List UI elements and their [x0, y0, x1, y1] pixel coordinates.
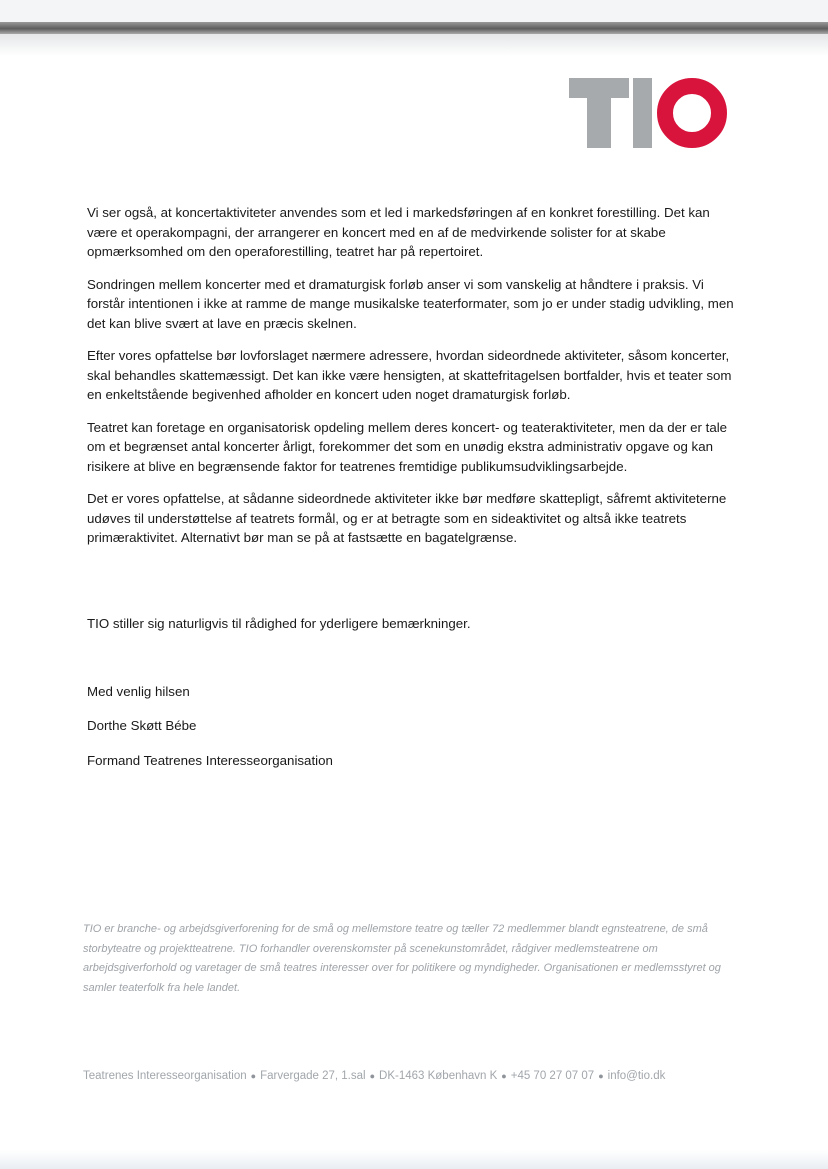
- organization-description: TIO er branche- og arbejdsgiverforening for de små og mellemstore teatre og tæller 72 medlemmer blandt egnsteatrene, de små storbyteatre og projektteatrene. TIO forhandler overenskomster på scenekunstområdet, rådgiver medlemsteatrene om arbejdsgiverforhold og varetager de små teatres interesser over for politikere og myndigheder. Organisationen er medlemsstyret og samler teaterfolk fra hele landet.: [83, 923, 721, 994]
- letter-body: [87, 203, 735, 561]
- tio-logo: [567, 72, 731, 150]
- greeting: Med venlig hilsen: [87, 684, 190, 699]
- bullet-icon: ●: [369, 1071, 376, 1081]
- logo-letter-i: [633, 78, 652, 148]
- paragraph-3: Efter vores opfattelse bør lovforslaget nærmere adressere, hvordan sideordnede aktiviteter, såsom koncerter, skal behandles skattemæssigt. Det kan ikke være hensigten, at skattefritagelsen bortfalder, hvis et teater som en enkeltstående begivenhed afholder en koncert uden noget dramaturgisk forløb.: [87, 348, 732, 402]
- signer-name: Dorthe Skøtt Bébe: [87, 718, 197, 733]
- footer-street: Farvergade 27, 1.sal: [260, 1070, 366, 1082]
- paragraph-4: Teatret kan foretage en organisatorisk opdeling mellem deres koncert- og teateraktiviteter, men da der er tale om et begrænset antal koncerter årligt, forekommer det som en unødig ekstra administrativ opgave og kan risikere at blive en begrænsende faktor for teatrenes fremtidige publikumsudviklingsarbejde.: [87, 419, 728, 474]
- bullet-icon: ●: [501, 1071, 507, 1081]
- logo-letter-o: [665, 86, 719, 140]
- paragraph-5: Det er vores opfattelse, at sådanne sideordnede aktiviteter ikke bør medføre skattepligt, såfremt aktiviteterne udøves til understøttelse af teatrets formål, og er at betragte som en sideaktivitet og altså ikke teatrets primæraktivitet. Alternativt bør man se på at fastsætte en bagatelgrænse.: [87, 491, 727, 545]
- footer-phone: +45 70 27 07 07: [510, 1070, 595, 1082]
- paragraph-1: Vi ser også, at koncertaktiviteter anvendes som et led i markedsføringen af en konkret forestilling. Det kan være et operakompagni, der arrangerer en koncert med en af de medvirkende solister for at skabe opmærksomhed om den operaforestilling, teatret har på repertoiret.: [87, 205, 710, 259]
- scan-edge-bar: [0, 22, 828, 34]
- footer-postal: DK-1463 København K: [379, 1070, 498, 1082]
- footer-address: [83, 1070, 743, 1082]
- footer-org-name: Teatrenes Interesseorganisation: [83, 1070, 247, 1082]
- bullet-icon: ●: [598, 1071, 604, 1081]
- footer-email[interactable]: info@tio.dk: [607, 1070, 666, 1082]
- availability-note: TIO stiller sig naturligvis til rådighed for yderligere bemærkninger.: [87, 616, 471, 631]
- paragraph-2: Sondringen mellem koncerter med et dramaturgisk forløb anser vi som vanskelig at håndtere i praksis. Vi forstår intentionen i ikke at ramme de mange musikalske teaterformater, som jo er under stadig udvikling, men det kan blive svært at lave en præcis skelnen.: [87, 276, 734, 331]
- logo-letter-t-stem: [587, 78, 611, 148]
- scan-edge-bottom: [0, 1150, 828, 1169]
- scan-edge-top: [0, 0, 828, 22]
- scan-edge-band: [0, 34, 828, 56]
- bullet-icon: ●: [250, 1071, 257, 1081]
- signer-title: Formand Teatrenes Interesseorganisation: [87, 753, 333, 768]
